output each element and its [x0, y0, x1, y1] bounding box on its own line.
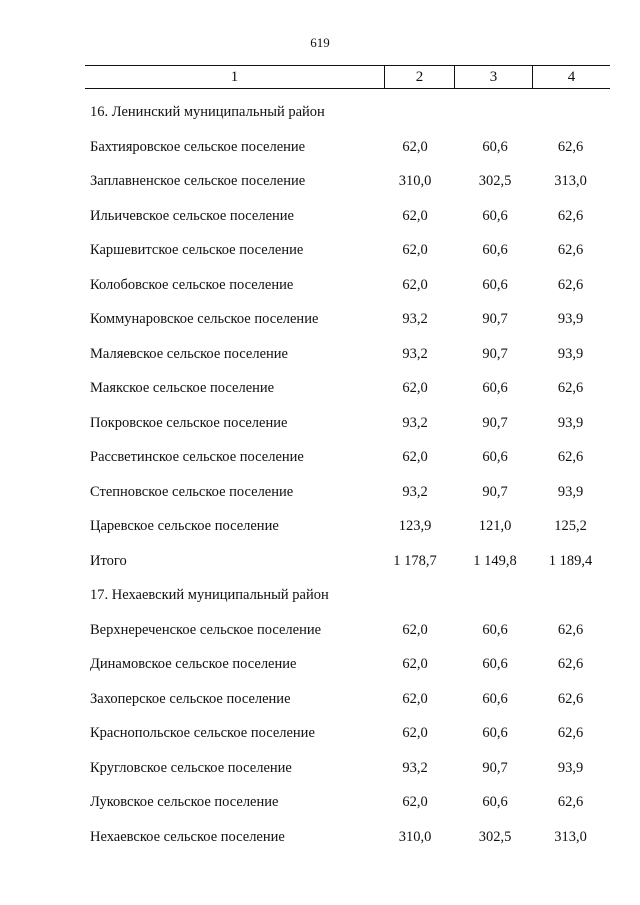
table-row	[0, 509, 640, 544]
value-col-4: 93,9	[557, 345, 584, 362]
header-col-4: 4	[567, 68, 576, 85]
settlement-name: Ильичевское сельское поселение	[90, 207, 294, 224]
table-row	[0, 716, 640, 751]
settlement-name: Коммунаровское сельское поселение	[90, 311, 319, 327]
value-col-4: 93,9	[557, 311, 584, 327]
table-body	[0, 95, 640, 854]
section-title: 16. Ленинский муниципальный район	[90, 104, 325, 120]
settlement-name: Рассветинское сельское поселение	[90, 449, 304, 465]
value-col-4: 62,6	[557, 138, 584, 155]
settlement-name: Маляевское сельское поселение	[90, 345, 288, 362]
table-row	[0, 268, 640, 303]
table-row	[0, 199, 640, 234]
value-col-4: 62,6	[557, 207, 584, 224]
value-col-4: 1 189,4	[548, 552, 593, 569]
header-col-3: 3	[455, 66, 533, 88]
table-row	[0, 647, 640, 682]
value-col-2: 93,2	[402, 311, 428, 327]
value-col-2: 310,0	[398, 173, 432, 189]
table-row	[0, 613, 640, 648]
header-col-1: 1	[85, 66, 385, 88]
value-col-2: 93,2	[402, 414, 428, 431]
settlement-name: Покровское сельское поселение	[90, 414, 288, 431]
table-row	[0, 302, 640, 337]
value-col-2: 62,0	[402, 656, 428, 672]
page-number: 619	[310, 35, 330, 50]
value-col-4: 62,6	[557, 794, 584, 810]
table-row	[0, 751, 640, 786]
value-col-3: 60,6	[482, 276, 508, 293]
table-row	[0, 475, 640, 510]
value-col-2: 123,9	[398, 518, 432, 534]
value-col-2: 62,0	[402, 276, 428, 293]
value-col-4: 313,0	[554, 173, 587, 189]
value-col-4: 62,6	[557, 449, 584, 465]
settlement-name: Степновское сельское поселение	[90, 483, 294, 500]
settlement-name: Маякское сельское поселение	[90, 380, 275, 396]
value-col-2: 62,0	[402, 138, 428, 155]
value-col-2: 62,0	[402, 725, 428, 741]
value-col-3: 1 149,8	[473, 552, 517, 569]
settlement-name: Колобовское сельское поселение	[90, 276, 294, 293]
section-heading-row	[0, 95, 640, 130]
value-col-2: 93,2	[402, 759, 428, 776]
value-col-4: 62,6	[557, 656, 584, 672]
value-col-2: 62,0	[402, 242, 428, 258]
value-col-4: 93,9	[557, 483, 584, 500]
settlement-name: Каршевитское сельское поселение	[90, 242, 304, 258]
section-heading-row	[0, 578, 640, 613]
settlement-name: Царевское сельское поселение	[90, 518, 279, 534]
settlement-name: Итого	[90, 552, 127, 569]
settlement-name: Динамовское сельское поселение	[90, 656, 297, 672]
value-col-4: 62,6	[557, 242, 584, 258]
table-header	[85, 65, 610, 89]
value-col-3: 302,5	[478, 173, 512, 189]
value-col-3: 60,6	[482, 138, 508, 155]
value-col-3: 60,6	[482, 242, 508, 258]
value-col-2: 62,0	[402, 207, 428, 224]
value-col-2: 62,0	[402, 449, 428, 465]
table-row	[0, 337, 640, 372]
table-row	[0, 820, 640, 855]
settlement-name: Бахтияровское сельское поселение	[90, 138, 306, 155]
header-col-2: 2	[385, 66, 455, 88]
value-col-3: 90,7	[482, 345, 508, 362]
value-col-4: 93,9	[557, 759, 584, 776]
table-row	[0, 164, 640, 199]
value-col-3: 60,6	[482, 449, 508, 465]
value-col-4: 313,0	[554, 828, 587, 845]
total-row	[0, 544, 640, 579]
value-col-3: 90,7	[482, 311, 508, 327]
value-col-2: 93,2	[402, 345, 428, 362]
settlement-name: Луковское сельское поселение	[90, 794, 279, 810]
table-row	[0, 406, 640, 441]
value-col-3: 60,6	[482, 207, 508, 224]
value-col-4: 62,6	[557, 725, 584, 741]
table-row	[0, 682, 640, 717]
value-col-3: 60,6	[482, 794, 508, 810]
settlement-name: Верхнереченское сельское поселение	[90, 621, 322, 638]
value-col-2: 93,2	[402, 483, 428, 500]
value-col-4: 93,9	[557, 414, 584, 431]
table-row	[0, 233, 640, 268]
value-col-4: 125,2	[554, 518, 587, 534]
settlement-name: Кругловское сельское поселение	[90, 759, 292, 776]
value-col-4: 62,6	[557, 276, 584, 293]
value-col-3: 121,0	[478, 518, 512, 534]
table-row	[0, 130, 640, 165]
table-row	[0, 785, 640, 820]
value-col-4: 62,6	[557, 621, 584, 638]
section-title: 17. Нехаевский муниципальный район	[90, 587, 329, 603]
value-col-3: 90,7	[482, 759, 508, 776]
value-col-2: 310,0	[398, 828, 432, 845]
value-col-3: 60,6	[482, 690, 508, 707]
value-col-2: 62,0	[402, 621, 428, 638]
value-col-2: 1 178,7	[393, 552, 437, 569]
value-col-2: 62,0	[402, 380, 428, 396]
table-row	[0, 440, 640, 475]
value-col-3: 60,6	[482, 656, 508, 672]
value-col-3: 60,6	[482, 725, 508, 741]
value-col-4: 62,6	[557, 380, 584, 396]
value-col-3: 90,7	[482, 483, 508, 500]
settlement-name: Краснопольское сельское поселение	[90, 725, 315, 741]
value-col-2: 62,0	[402, 794, 428, 810]
value-col-3: 90,7	[482, 414, 508, 431]
table-row	[0, 371, 640, 406]
value-col-3: 60,6	[482, 621, 508, 638]
value-col-3: 60,6	[482, 380, 508, 396]
settlement-name: Заплавненское сельское поселение	[90, 173, 306, 189]
value-col-3: 302,5	[478, 828, 512, 845]
value-col-4: 62,6	[557, 690, 584, 707]
settlement-name: Нехаевское сельское поселение	[90, 828, 285, 845]
settlement-name: Захоперское сельское поселение	[90, 690, 291, 707]
value-col-2: 62,0	[402, 690, 428, 707]
